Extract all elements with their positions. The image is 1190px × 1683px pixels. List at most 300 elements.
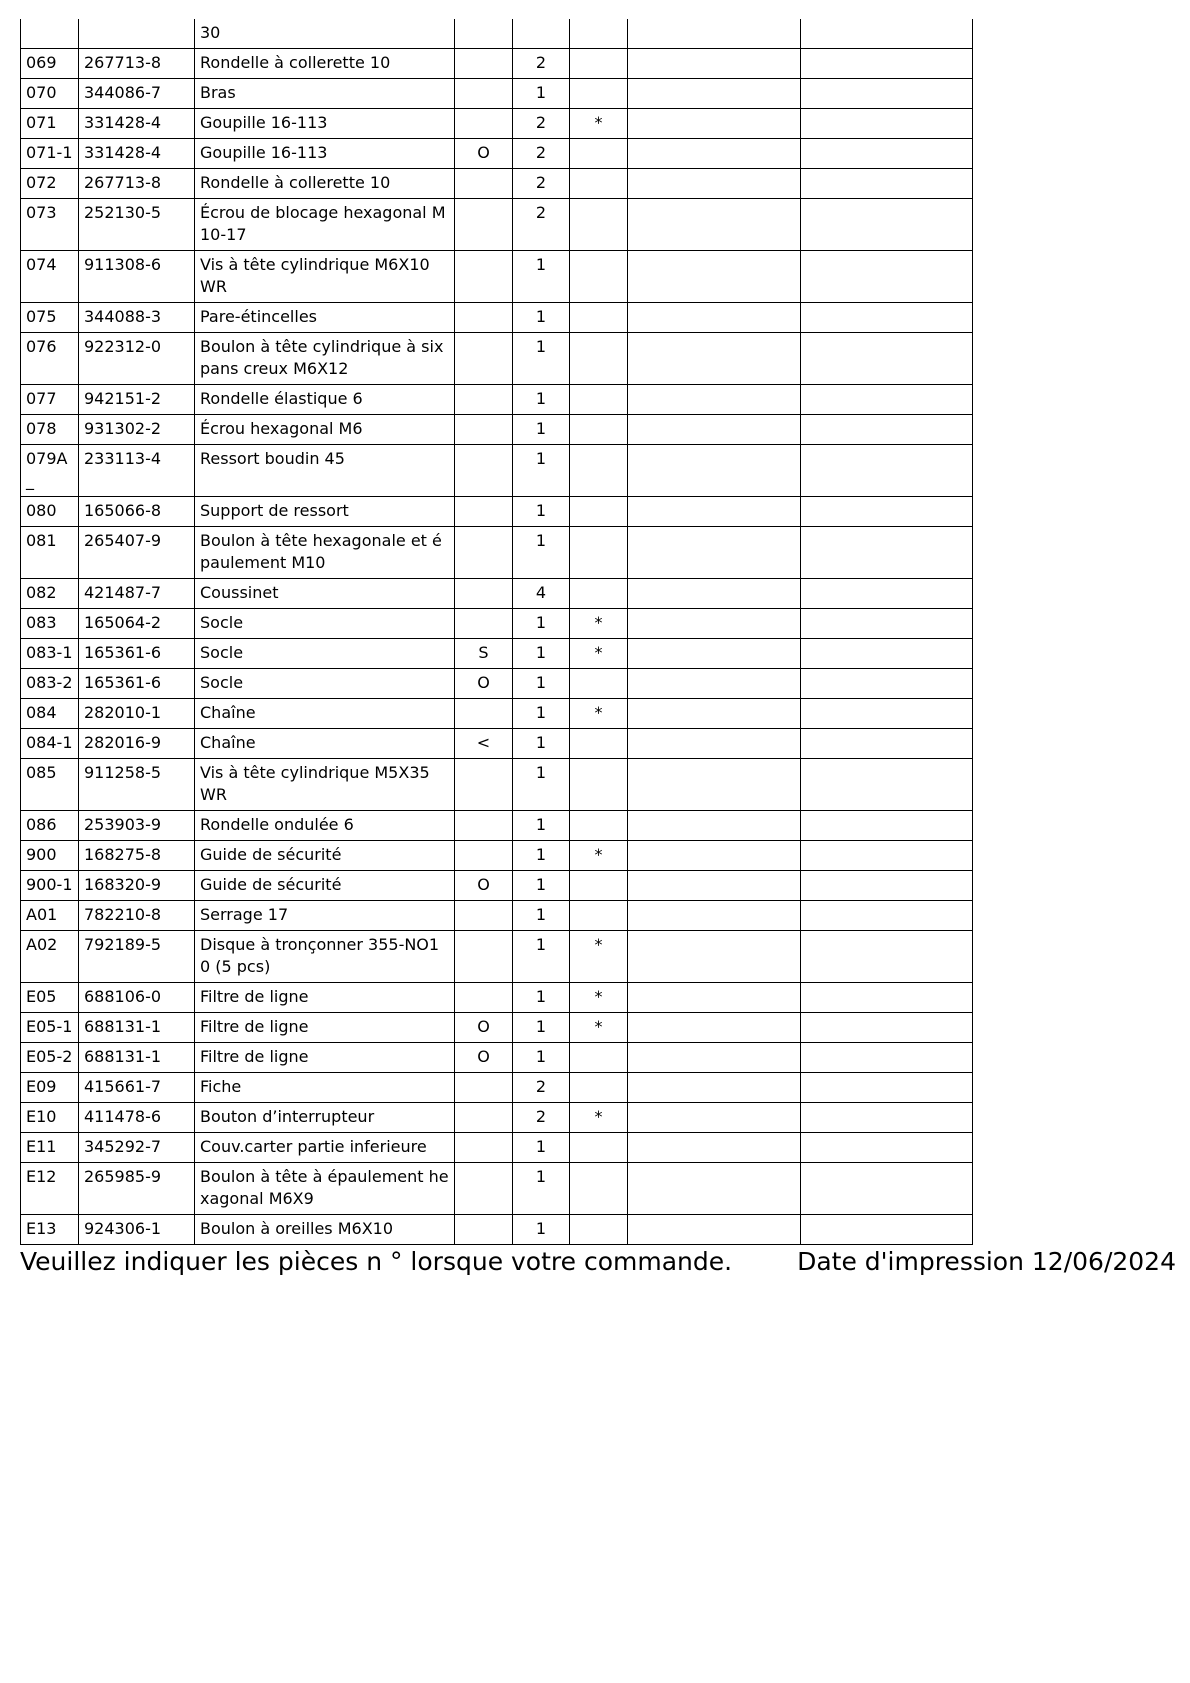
mark-cell (570, 1163, 628, 1215)
mark-cell (570, 1133, 628, 1163)
part-number-cell: 086 (21, 811, 79, 841)
blank-cell (801, 729, 973, 759)
description-cell: Socle (195, 639, 455, 669)
quantity-cell: 1 (513, 251, 570, 303)
mark-cell: * (570, 1013, 628, 1043)
quantity-cell: 1 (513, 385, 570, 415)
code-cell (455, 445, 513, 497)
quantity-cell: 1 (513, 1013, 570, 1043)
mark-cell: * (570, 983, 628, 1013)
blank-cell (801, 19, 973, 49)
mark-cell (570, 497, 628, 527)
code-cell: S (455, 639, 513, 669)
mark-cell: * (570, 639, 628, 669)
mark-cell (570, 19, 628, 49)
code-cell (455, 811, 513, 841)
description-cell: Boulon à tête cylindrique à six pans creux M6X12 (195, 333, 455, 385)
part-number-cell: E11 (21, 1133, 79, 1163)
mark-cell (570, 79, 628, 109)
quantity-cell: 2 (513, 109, 570, 139)
part-number-cell: E05-2 (21, 1043, 79, 1073)
code-cell: O (455, 139, 513, 169)
part-number-cell: E05-1 (21, 1013, 79, 1043)
blank-cell (628, 669, 801, 699)
table-row (21, 19, 973, 49)
code-cell (455, 983, 513, 1013)
blank-cell (801, 1103, 973, 1133)
table-row (21, 527, 973, 579)
blank-cell (628, 79, 801, 109)
description-cell: Socle (195, 609, 455, 639)
part-number-cell: 072 (21, 169, 79, 199)
code-cell (455, 527, 513, 579)
table-row (21, 1043, 973, 1073)
table-row (21, 931, 973, 983)
code-cell: O (455, 1043, 513, 1073)
quantity-cell: 1 (513, 527, 570, 579)
blank-cell (801, 497, 973, 527)
reference-cell: 688131-1 (79, 1013, 195, 1043)
quantity-cell: 1 (513, 1163, 570, 1215)
part-number-cell: 069 (21, 49, 79, 79)
quantity-cell: 1 (513, 871, 570, 901)
blank-cell (801, 901, 973, 931)
code-cell (455, 79, 513, 109)
code-cell (455, 759, 513, 811)
description-cell: Rondelle à collerette 10 (195, 169, 455, 199)
part-number-cell: 076 (21, 333, 79, 385)
mark-cell (570, 333, 628, 385)
mark-cell (570, 445, 628, 497)
quantity-cell: 1 (513, 1043, 570, 1073)
blank-cell (801, 385, 973, 415)
part-number-cell: 071-1 (21, 139, 79, 169)
description-cell: 30 (195, 19, 455, 49)
description-cell: Écrou hexagonal M6 (195, 415, 455, 445)
blank-cell (801, 49, 973, 79)
part-number-cell: 071 (21, 109, 79, 139)
blank-cell (628, 1073, 801, 1103)
code-cell (455, 1103, 513, 1133)
quantity-cell: 1 (513, 1215, 570, 1245)
mark-cell (570, 871, 628, 901)
quantity-cell: 2 (513, 199, 570, 251)
part-number-cell: E12 (21, 1163, 79, 1215)
part-number-cell: 081 (21, 527, 79, 579)
reference-cell: 165064-2 (79, 609, 195, 639)
blank-cell (801, 1163, 973, 1215)
blank-cell (628, 729, 801, 759)
description-cell: Disque à tronçonner 355-NO10 (5 pcs) (195, 931, 455, 983)
blank-cell (801, 1043, 973, 1073)
blank-cell (801, 759, 973, 811)
reference-cell: 267713-8 (79, 49, 195, 79)
table-row (21, 497, 973, 527)
blank-cell (628, 497, 801, 527)
blank-cell (628, 811, 801, 841)
reference-cell: 792189-5 (79, 931, 195, 983)
reference-cell: 421487-7 (79, 579, 195, 609)
reference-cell: 168275-8 (79, 841, 195, 871)
blank-cell (801, 669, 973, 699)
blank-cell (801, 639, 973, 669)
description-cell: Pare-étincelles (195, 303, 455, 333)
mark-cell (570, 169, 628, 199)
blank-cell (801, 579, 973, 609)
code-cell (455, 199, 513, 251)
table-row (21, 251, 973, 303)
quantity-cell: 2 (513, 169, 570, 199)
mark-cell (570, 579, 628, 609)
mark-cell (570, 251, 628, 303)
table-row (21, 699, 973, 729)
part-number-cell: 082 (21, 579, 79, 609)
mark-cell (570, 1043, 628, 1073)
description-cell: Rondelle à collerette 10 (195, 49, 455, 79)
table-row (21, 303, 973, 333)
table-row (21, 983, 973, 1013)
quantity-cell: 1 (513, 497, 570, 527)
code-cell (455, 1073, 513, 1103)
reference-cell: 411478-6 (79, 1103, 195, 1133)
mark-cell (570, 811, 628, 841)
quantity-cell: 4 (513, 579, 570, 609)
reference-cell: 252130-5 (79, 199, 195, 251)
code-cell (455, 109, 513, 139)
table-row (21, 579, 973, 609)
description-cell: Filtre de ligne (195, 983, 455, 1013)
blank-cell (801, 931, 973, 983)
code-cell: < (455, 729, 513, 759)
description-cell: Guide de sécurité (195, 841, 455, 871)
table-row (21, 49, 973, 79)
table-row (21, 385, 973, 415)
reference-cell: 922312-0 (79, 333, 195, 385)
quantity-cell: 2 (513, 1073, 570, 1103)
reference-cell: 165066-8 (79, 497, 195, 527)
table-row (21, 415, 973, 445)
reference-cell: 165361-6 (79, 639, 195, 669)
footer-note: Veuillez indiquer les pièces n ° lorsque votre commande. (20, 1247, 733, 1276)
quantity-cell: 1 (513, 841, 570, 871)
table-row (21, 841, 973, 871)
reference-cell: 931302-2 (79, 415, 195, 445)
description-cell: Couv.carter partie inferieure (195, 1133, 455, 1163)
mark-cell (570, 527, 628, 579)
mark-cell (570, 49, 628, 79)
quantity-cell (513, 19, 570, 49)
part-number-cell: 084-1 (21, 729, 79, 759)
blank-cell (801, 139, 973, 169)
description-cell: Chaîne (195, 699, 455, 729)
reference-cell: 782210-8 (79, 901, 195, 931)
table-row (21, 79, 973, 109)
table-row (21, 1163, 973, 1215)
blank-cell (801, 169, 973, 199)
reference-cell: 688106-0 (79, 983, 195, 1013)
part-number-cell (21, 19, 79, 49)
part-number-cell: 078 (21, 415, 79, 445)
blank-cell (628, 983, 801, 1013)
table-row (21, 609, 973, 639)
blank-cell (628, 1133, 801, 1163)
table-row (21, 169, 973, 199)
quantity-cell: 1 (513, 1133, 570, 1163)
blank-cell (801, 251, 973, 303)
reference-cell: 267713-8 (79, 169, 195, 199)
part-number-cell: 080 (21, 497, 79, 527)
blank-cell (801, 811, 973, 841)
table-row (21, 901, 973, 931)
description-cell: Rondelle élastique 6 (195, 385, 455, 415)
code-cell: O (455, 1013, 513, 1043)
part-number-cell: 079A_ (21, 445, 79, 497)
blank-cell (801, 199, 973, 251)
mark-cell (570, 385, 628, 415)
table-row (21, 1215, 973, 1245)
quantity-cell: 1 (513, 639, 570, 669)
mark-cell (570, 759, 628, 811)
mark-cell: * (570, 699, 628, 729)
description-cell: Support de ressort (195, 497, 455, 527)
mark-cell: * (570, 109, 628, 139)
quantity-cell: 1 (513, 415, 570, 445)
description-cell: Écrou de blocage hexagonal M10-17 (195, 199, 455, 251)
code-cell: O (455, 669, 513, 699)
table-row (21, 759, 973, 811)
blank-cell (801, 1215, 973, 1245)
quantity-cell: 1 (513, 333, 570, 385)
code-cell (455, 1215, 513, 1245)
blank-cell (628, 333, 801, 385)
blank-cell (801, 445, 973, 497)
mark-cell (570, 199, 628, 251)
reference-cell: 924306-1 (79, 1215, 195, 1245)
reference-cell: 168320-9 (79, 871, 195, 901)
code-cell (455, 303, 513, 333)
blank-cell (801, 303, 973, 333)
mark-cell (570, 1073, 628, 1103)
reference-cell: 233113-4 (79, 445, 195, 497)
blank-cell (628, 871, 801, 901)
blank-cell (801, 841, 973, 871)
table-row (21, 1073, 973, 1103)
part-number-cell: E10 (21, 1103, 79, 1133)
table-row (21, 445, 973, 497)
blank-cell (628, 445, 801, 497)
part-number-cell: E13 (21, 1215, 79, 1245)
code-cell (455, 699, 513, 729)
blank-cell (628, 303, 801, 333)
reference-cell: 344088-3 (79, 303, 195, 333)
mark-cell (570, 669, 628, 699)
code-cell (455, 1133, 513, 1163)
quantity-cell: 1 (513, 983, 570, 1013)
quantity-cell: 1 (513, 931, 570, 983)
part-number-cell: 084 (21, 699, 79, 729)
blank-cell (628, 19, 801, 49)
blank-cell (628, 169, 801, 199)
part-number-cell: E09 (21, 1073, 79, 1103)
description-cell: Boulon à tête hexagonale et épaulement M10 (195, 527, 455, 579)
blank-cell (801, 109, 973, 139)
description-cell: Vis à tête cylindrique M6X10 WR (195, 251, 455, 303)
blank-cell (801, 333, 973, 385)
description-cell: Rondelle ondulée 6 (195, 811, 455, 841)
reference-cell: 688131-1 (79, 1043, 195, 1073)
mark-cell: * (570, 1103, 628, 1133)
code-cell (455, 169, 513, 199)
description-cell: Socle (195, 669, 455, 699)
mark-cell (570, 303, 628, 333)
table-row (21, 109, 973, 139)
part-number-cell: 085 (21, 759, 79, 811)
blank-cell (628, 415, 801, 445)
quantity-cell: 1 (513, 699, 570, 729)
part-number-cell: 083-1 (21, 639, 79, 669)
mark-cell: * (570, 609, 628, 639)
part-number-cell: 070 (21, 79, 79, 109)
table-row (21, 1103, 973, 1133)
description-cell: Bras (195, 79, 455, 109)
table-row (21, 139, 973, 169)
description-cell: Coussinet (195, 579, 455, 609)
blank-cell (628, 385, 801, 415)
quantity-cell: 2 (513, 49, 570, 79)
description-cell: Chaîne (195, 729, 455, 759)
quantity-cell: 1 (513, 759, 570, 811)
blank-cell (801, 79, 973, 109)
quantity-cell: 1 (513, 79, 570, 109)
description-cell: Ressort boudin 45 (195, 445, 455, 497)
reference-cell: 253903-9 (79, 811, 195, 841)
reference-cell (79, 19, 195, 49)
blank-cell (628, 609, 801, 639)
reference-cell: 265407-9 (79, 527, 195, 579)
table-row (21, 199, 973, 251)
quantity-cell: 2 (513, 139, 570, 169)
blank-cell (801, 415, 973, 445)
reference-cell: 331428-4 (79, 109, 195, 139)
description-cell: Fiche (195, 1073, 455, 1103)
mark-cell: * (570, 931, 628, 983)
blank-cell (628, 639, 801, 669)
code-cell (455, 901, 513, 931)
blank-cell (628, 1103, 801, 1133)
blank-cell (801, 609, 973, 639)
reference-cell: 165361-6 (79, 669, 195, 699)
blank-cell (628, 699, 801, 729)
reference-cell: 415661-7 (79, 1073, 195, 1103)
description-cell: Filtre de ligne (195, 1013, 455, 1043)
table-row (21, 639, 973, 669)
blank-cell (801, 527, 973, 579)
code-cell (455, 49, 513, 79)
code-cell (455, 19, 513, 49)
blank-cell (801, 983, 973, 1013)
code-cell (455, 841, 513, 871)
table-row (21, 1013, 973, 1043)
reference-cell: 345292-7 (79, 1133, 195, 1163)
blank-cell (628, 109, 801, 139)
code-cell: O (455, 871, 513, 901)
blank-cell (801, 1013, 973, 1043)
part-number-cell: A01 (21, 901, 79, 931)
blank-cell (628, 251, 801, 303)
quantity-cell: 1 (513, 811, 570, 841)
quantity-cell: 1 (513, 729, 570, 759)
description-cell: Vis à tête cylindrique M5X35 WR (195, 759, 455, 811)
part-number-cell: 077 (21, 385, 79, 415)
part-number-cell: 900-1 (21, 871, 79, 901)
description-cell: Serrage 17 (195, 901, 455, 931)
description-cell: Filtre de ligne (195, 1043, 455, 1073)
blank-cell (628, 579, 801, 609)
blank-cell (628, 759, 801, 811)
description-cell: Goupille 16-113 (195, 109, 455, 139)
blank-cell (628, 199, 801, 251)
code-cell (455, 579, 513, 609)
part-number-cell: 083-2 (21, 669, 79, 699)
reference-cell: 911258-5 (79, 759, 195, 811)
blank-cell (628, 901, 801, 931)
quantity-cell: 1 (513, 609, 570, 639)
table-row (21, 1133, 973, 1163)
table-row (21, 669, 973, 699)
blank-cell (801, 699, 973, 729)
quantity-cell: 1 (513, 445, 570, 497)
mark-cell (570, 139, 628, 169)
code-cell (455, 1163, 513, 1215)
quantity-cell: 1 (513, 303, 570, 333)
table-row (21, 811, 973, 841)
blank-cell (801, 871, 973, 901)
part-number-cell: 074 (21, 251, 79, 303)
mark-cell (570, 415, 628, 445)
quantity-cell: 2 (513, 1103, 570, 1133)
blank-cell (628, 841, 801, 871)
part-number-cell: A02 (21, 931, 79, 983)
part-number-cell: 075 (21, 303, 79, 333)
reference-cell: 344086-7 (79, 79, 195, 109)
reference-cell: 331428-4 (79, 139, 195, 169)
mark-cell (570, 1215, 628, 1245)
blank-cell (628, 49, 801, 79)
table-row (21, 333, 973, 385)
mark-cell: * (570, 841, 628, 871)
description-cell: Boulon à oreilles M6X10 (195, 1215, 455, 1245)
part-number-cell: E05 (21, 983, 79, 1013)
code-cell (455, 497, 513, 527)
reference-cell: 282016-9 (79, 729, 195, 759)
blank-cell (628, 1013, 801, 1043)
blank-cell (628, 527, 801, 579)
description-cell: Guide de sécurité (195, 871, 455, 901)
parts-table (20, 19, 973, 1245)
blank-cell (628, 1043, 801, 1073)
code-cell (455, 609, 513, 639)
print-date: Date d'impression 12/06/2024 (797, 1247, 1176, 1276)
reference-cell: 265985-9 (79, 1163, 195, 1215)
code-cell (455, 385, 513, 415)
part-number-cell: 073 (21, 199, 79, 251)
reference-cell: 282010-1 (79, 699, 195, 729)
code-cell (455, 251, 513, 303)
mark-cell (570, 729, 628, 759)
reference-cell: 942151-2 (79, 385, 195, 415)
blank-cell (628, 931, 801, 983)
part-number-cell: 083 (21, 609, 79, 639)
